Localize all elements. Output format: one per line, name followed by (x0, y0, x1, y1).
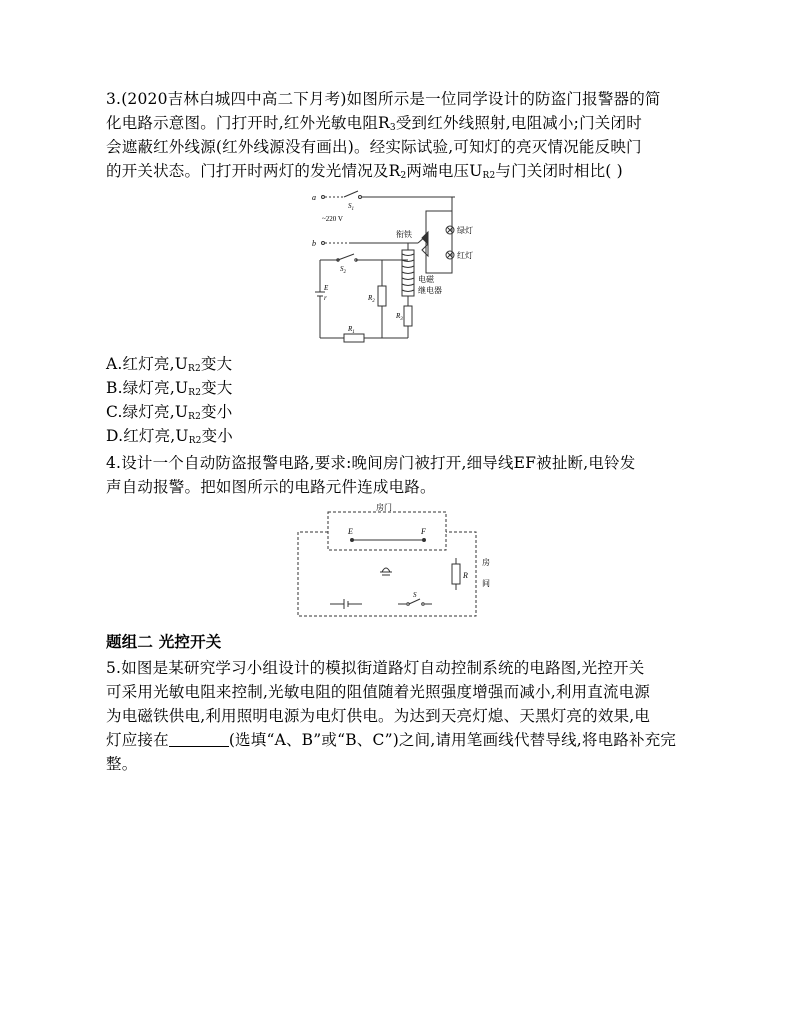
armature-label: 衔铁 (396, 230, 412, 239)
q3-option-b: B.绿灯亮$,U_{R2}$变大 (106, 379, 233, 398)
terminal-a-label: a (312, 193, 316, 202)
answer-blank[interactable] (169, 732, 229, 747)
green-lamp-label: 绿灯 (457, 226, 473, 235)
s1-label: $S_1$ (348, 202, 354, 212)
section-heading-group2: 题组二 光控开关 (106, 633, 222, 651)
q4-line-1: 4.设计一个自动防盗报警电路,要求:晚间房门被打开,细导线EF被扯断,电铃发 (106, 454, 636, 472)
door-label: 房门 (376, 503, 392, 512)
s2-label: $S_2$ (340, 265, 346, 275)
terminal-b-label: b (312, 239, 316, 248)
resistor-r-label: R (463, 571, 468, 580)
room-label-2: 间 (482, 579, 490, 588)
q3-circuit-diagram (310, 188, 510, 348)
bell-icon (380, 568, 392, 575)
relay-label-2: 继电器 (418, 286, 442, 295)
q5-line-5: 整。 (106, 755, 138, 773)
point-f-label: F (421, 527, 426, 536)
internal-r-label: r (324, 294, 327, 302)
q4-room-diagram (296, 500, 501, 620)
q5-line-3: 为电磁铁供电,利用照明电源为电灯供电。为达到天亮灯熄、天黑灯亮的效果,电 (106, 707, 651, 725)
point-e-label: E (348, 527, 353, 536)
q3-option-c: C.绿灯亮$,U_{R2}$变小 (106, 403, 233, 422)
switch-s-label: S (413, 591, 417, 599)
q3-line-3: 会遮蔽红外线源(红外线源没有画出)。经实际试验,可知灯的亮灭情况能反映门 (106, 138, 642, 156)
q5-line-1: 5.如图是某研究学习小组设计的模拟街道路灯自动控制系统的电路图,光控开关 (106, 659, 645, 677)
q3-line-1: 3.(2020吉林白城四中高二下月考)如图所示是一位同学设计的防盗门报警器的简 (106, 90, 661, 108)
room-label-1: 房 (482, 558, 490, 567)
r2-label: $R_2$ (368, 294, 375, 304)
q4-line-2: 声自动报警。把如图所示的电路元件连成电路。 (106, 478, 436, 496)
red-lamp-label: 红灯 (457, 251, 473, 260)
q5-line-4: 灯应接在 (选填“A、B”或“B、C”)之间,请用笔画线代替导线,将电路补充完 (106, 731, 677, 749)
q3-line-2: 化电路示意图。门打开时,红外光敏电阻$R_3$受到红外线照射,电阻减小;门关闭时 (106, 114, 642, 133)
r3-label: $R_3$ (396, 312, 403, 322)
relay-label-1: 电磁 (418, 275, 434, 284)
emf-label: E (324, 284, 329, 292)
q5-line-2: 可采用光敏电阻来控制,光敏电阻的阻值随着光照强度增强而减小,利用直流电源 (106, 683, 651, 701)
q3-option-a: A.红灯亮$,U_{R2}$变大 (106, 355, 233, 374)
r1-label: $R_1$ (348, 325, 355, 335)
voltage-label: ~220 V (322, 215, 343, 223)
q3-option-d: D.红灯亮$,U_{R2}$变小 (106, 427, 234, 446)
q3-line-4: 的开关状态。门打开时两灯的发光情况及$R_2$两端电压$U_{R2}$与门关闭时相比( ) (106, 162, 623, 181)
